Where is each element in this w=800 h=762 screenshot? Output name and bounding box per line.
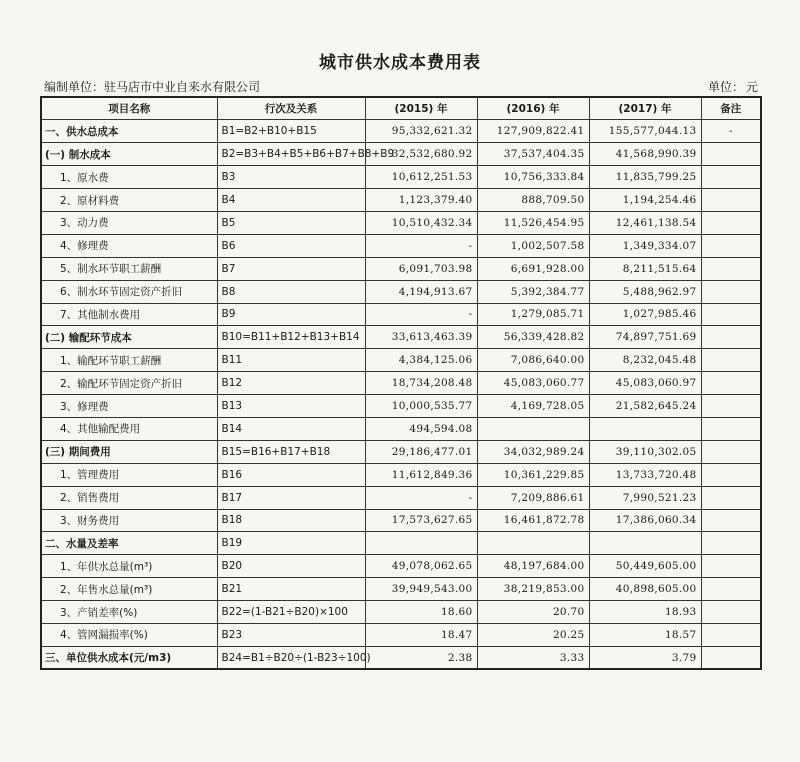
table-row	[41, 395, 761, 418]
table-row	[41, 440, 761, 463]
value-2015-cell: 2.38	[365, 646, 477, 669]
value-2015-cell: 29,186,477.01	[365, 440, 477, 463]
value-2016-cell: 34,032,989.24	[477, 440, 589, 463]
row-code-cell: B9	[217, 303, 365, 326]
header-row-code: 行次及关系	[217, 97, 365, 120]
item-name-cell: 3、动力费	[41, 211, 217, 234]
header-year-2017: (2017) 年	[589, 97, 701, 120]
value-2016-cell	[477, 417, 589, 440]
value-2015-cell: -	[365, 303, 477, 326]
note-cell	[701, 143, 761, 166]
item-name-cell: 2、原材料费	[41, 189, 217, 212]
preparing-unit: 编制单位：驻马店市中业自来水有限公司	[44, 80, 261, 94]
value-2016-cell: 5,392,384.77	[477, 280, 589, 303]
note-cell	[701, 189, 761, 212]
item-name-cell: 2、年售水总量(m³)	[41, 578, 217, 601]
row-code-cell: B11	[217, 349, 365, 372]
row-code-cell: B16	[217, 463, 365, 486]
value-2015-cell: 39,949,543.00	[365, 578, 477, 601]
row-code-cell: B18	[217, 509, 365, 532]
value-2017-cell: 21,582,645.24	[589, 395, 701, 418]
value-2015-cell: 17,573,627.65	[365, 509, 477, 532]
row-code-cell: B2=B3+B4+B5+B6+B7+B8+B9	[217, 143, 365, 166]
table-row	[41, 623, 761, 646]
table-row	[41, 166, 761, 189]
note-cell	[701, 578, 761, 601]
item-name-cell: 4、其他输配费用	[41, 417, 217, 440]
document-title: 城市供水成本费用表	[319, 53, 481, 73]
row-code-cell: B17	[217, 486, 365, 509]
value-2017-cell: 11,835,799.25	[589, 166, 701, 189]
note-cell	[701, 646, 761, 669]
note-cell	[701, 532, 761, 555]
row-code-cell: B22=(1-B21÷B20)×100	[217, 601, 365, 624]
value-2016-cell: 7,086,640.00	[477, 349, 589, 372]
value-2015-cell: 18.60	[365, 601, 477, 624]
value-2015-cell: 10,000,535.77	[365, 395, 477, 418]
table-row	[41, 120, 761, 143]
note-cell	[701, 303, 761, 326]
note-cell	[701, 257, 761, 280]
document-meta	[44, 78, 758, 95]
note-cell	[701, 623, 761, 646]
value-2016-cell: 20.70	[477, 601, 589, 624]
table-row	[41, 143, 761, 166]
row-code-cell: B4	[217, 189, 365, 212]
item-name-cell: 5、制水环节职工薪酬	[41, 257, 217, 280]
value-2016-cell: 20.25	[477, 623, 589, 646]
row-code-cell: B14	[217, 417, 365, 440]
table-row	[41, 532, 761, 555]
header-year-2016: (2016) 年	[477, 97, 589, 120]
value-2015-cell: -	[365, 486, 477, 509]
value-2017-cell: 40,898,605.00	[589, 578, 701, 601]
value-2017-cell: 50,449,605.00	[589, 555, 701, 578]
value-2016-cell: 7,209,886.61	[477, 486, 589, 509]
row-code-cell: B10=B11+B12+B13+B14	[217, 326, 365, 349]
value-2015-cell: -	[365, 234, 477, 257]
table-row	[41, 349, 761, 372]
row-code-cell: B23	[217, 623, 365, 646]
value-2017-cell: 39,110,302.05	[589, 440, 701, 463]
value-2016-cell: 10,756,333.84	[477, 166, 589, 189]
value-2016-cell: 6,691,928.00	[477, 257, 589, 280]
value-2016-cell: 127,909,822.41	[477, 120, 589, 143]
value-2016-cell: 37,537,404.35	[477, 143, 589, 166]
value-2017-cell: 13,733,720.48	[589, 463, 701, 486]
table-row	[41, 486, 761, 509]
table-row	[41, 280, 761, 303]
table-body	[41, 120, 761, 669]
value-2017-cell: 5,488,962.97	[589, 280, 701, 303]
item-name-cell: 4、管网漏损率(%)	[41, 623, 217, 646]
value-2017-cell: 7,990,521.23	[589, 486, 701, 509]
value-2016-cell: 48,197,684.00	[477, 555, 589, 578]
header-note: 备注	[701, 97, 761, 120]
item-name-cell: 7、其他制水费用	[41, 303, 217, 326]
note-cell	[701, 372, 761, 395]
value-2015-cell: 4,384,125.06	[365, 349, 477, 372]
note-cell	[701, 601, 761, 624]
value-2017-cell: 41,568,990.39	[589, 143, 701, 166]
table-row	[41, 326, 761, 349]
note-cell	[701, 509, 761, 532]
value-2017-cell: 155,577,044.13	[589, 120, 701, 143]
note-cell	[701, 326, 761, 349]
value-2016-cell: 1,279,085.71	[477, 303, 589, 326]
table-row	[41, 417, 761, 440]
value-2017-cell: 18.57	[589, 623, 701, 646]
table-row	[41, 189, 761, 212]
value-2016-cell: 38,219,853.00	[477, 578, 589, 601]
item-name-cell: 三、单位供水成本(元/m3)	[41, 646, 217, 669]
row-code-cell: B3	[217, 166, 365, 189]
table-header-row	[41, 97, 761, 120]
value-2017-cell: 45,083,060.97	[589, 372, 701, 395]
item-name-cell: 3、财务费用	[41, 509, 217, 532]
value-2017-cell	[589, 417, 701, 440]
row-code-cell: B24=B1÷B20÷(1-B23÷100)	[217, 646, 365, 669]
table-row	[41, 234, 761, 257]
item-name-cell: (二) 输配环节成本	[41, 326, 217, 349]
item-name-cell: 1、管理费用	[41, 463, 217, 486]
value-2015-cell: 6,091,703.98	[365, 257, 477, 280]
note-cell	[701, 417, 761, 440]
item-name-cell: 1、原水费	[41, 166, 217, 189]
item-name-cell: 4、修理费	[41, 234, 217, 257]
row-code-cell: B1=B2+B10+B15	[217, 120, 365, 143]
currency-unit-label: 单位：	[707, 80, 744, 94]
table-row	[41, 601, 761, 624]
note-cell	[701, 555, 761, 578]
value-2015-cell: 49,078,062.65	[365, 555, 477, 578]
table-row	[41, 303, 761, 326]
value-2017-cell: 17,386,060.34	[589, 509, 701, 532]
value-2015-cell: 10,612,251.53	[365, 166, 477, 189]
value-2015-cell: 10,510,432.34	[365, 211, 477, 234]
value-2015-cell: 18.47	[365, 623, 477, 646]
row-code-cell: B21	[217, 578, 365, 601]
row-code-cell: B15=B16+B17+B18	[217, 440, 365, 463]
value-2016-cell: 4,169,728.05	[477, 395, 589, 418]
table-row	[41, 578, 761, 601]
value-2016-cell: 11,526,454.95	[477, 211, 589, 234]
row-code-cell: B20	[217, 555, 365, 578]
item-name-cell: 6、制水环节固定资产折旧	[41, 280, 217, 303]
table-row	[41, 211, 761, 234]
value-2015-cell: 4,194,913.67	[365, 280, 477, 303]
value-2017-cell	[589, 532, 701, 555]
value-2017-cell: 1,349,334.07	[589, 234, 701, 257]
value-2017-cell: 1,194,254.46	[589, 189, 701, 212]
value-2015-cell: 1,123,379.40	[365, 189, 477, 212]
table-row	[41, 463, 761, 486]
value-2015-cell: 95,332,621.32	[365, 120, 477, 143]
item-name-cell: 3、产销差率(%)	[41, 601, 217, 624]
item-name-cell: 3、修理费	[41, 395, 217, 418]
item-name-cell: 一、供水总成本	[41, 120, 217, 143]
value-2017-cell: 8,211,515.64	[589, 257, 701, 280]
table-row	[41, 372, 761, 395]
value-2017-cell: 18.93	[589, 601, 701, 624]
note-cell: -	[701, 120, 761, 143]
row-code-cell: B19	[217, 532, 365, 555]
value-2015-cell: 33,613,463.39	[365, 326, 477, 349]
item-name-cell: 1、年供水总量(m³)	[41, 555, 217, 578]
value-2017-cell: 3.79	[589, 646, 701, 669]
note-cell	[701, 395, 761, 418]
note-cell	[701, 463, 761, 486]
note-cell	[701, 440, 761, 463]
item-name-cell: 二、水量及差率	[41, 532, 217, 555]
value-2016-cell: 45,083,060.77	[477, 372, 589, 395]
row-code-cell: B7	[217, 257, 365, 280]
item-name-cell: 2、销售费用	[41, 486, 217, 509]
item-name-cell: 2、输配环节固定资产折旧	[41, 372, 217, 395]
table-row	[41, 646, 761, 669]
value-2016-cell: 888,709.50	[477, 189, 589, 212]
row-code-cell: B5	[217, 211, 365, 234]
note-cell	[701, 234, 761, 257]
item-name-cell: (三) 期间费用	[41, 440, 217, 463]
row-code-cell: B8	[217, 280, 365, 303]
value-2016-cell: 3.33	[477, 646, 589, 669]
value-2017-cell: 8,232,045.48	[589, 349, 701, 372]
value-2016-cell: 56,339,428.82	[477, 326, 589, 349]
value-2017-cell: 74,897,751.69	[589, 326, 701, 349]
value-2016-cell	[477, 532, 589, 555]
header-item-name: 项目名称	[41, 97, 217, 120]
note-cell	[701, 486, 761, 509]
note-cell	[701, 211, 761, 234]
value-2016-cell: 16,461,872.78	[477, 509, 589, 532]
row-code-cell: B13	[217, 395, 365, 418]
item-name-cell: 1、输配环节职工薪酬	[41, 349, 217, 372]
value-2017-cell: 12,461,138.54	[589, 211, 701, 234]
value-2015-cell	[365, 532, 477, 555]
table-row	[41, 555, 761, 578]
table-row	[41, 257, 761, 280]
value-2015-cell: 11,612,849.36	[365, 463, 477, 486]
table-row	[41, 509, 761, 532]
note-cell	[701, 349, 761, 372]
value-2016-cell: 10,361,229.85	[477, 463, 589, 486]
note-cell	[701, 280, 761, 303]
value-2015-cell: 32,532,680.92	[365, 143, 477, 166]
note-cell	[701, 166, 761, 189]
value-2016-cell: 1,002,507.58	[477, 234, 589, 257]
cost-table	[40, 96, 762, 670]
row-code-cell: B12	[217, 372, 365, 395]
value-2015-cell: 18,734,208.48	[365, 372, 477, 395]
value-2017-cell: 1,027,985.46	[589, 303, 701, 326]
item-name-cell: (一) 制水成本	[41, 143, 217, 166]
header-year-2015: (2015) 年	[365, 97, 477, 120]
row-code-cell: B6	[217, 234, 365, 257]
currency-unit-value: 元	[745, 80, 758, 94]
currency-unit	[706, 78, 758, 95]
value-2015-cell: 494,594.08	[365, 417, 477, 440]
